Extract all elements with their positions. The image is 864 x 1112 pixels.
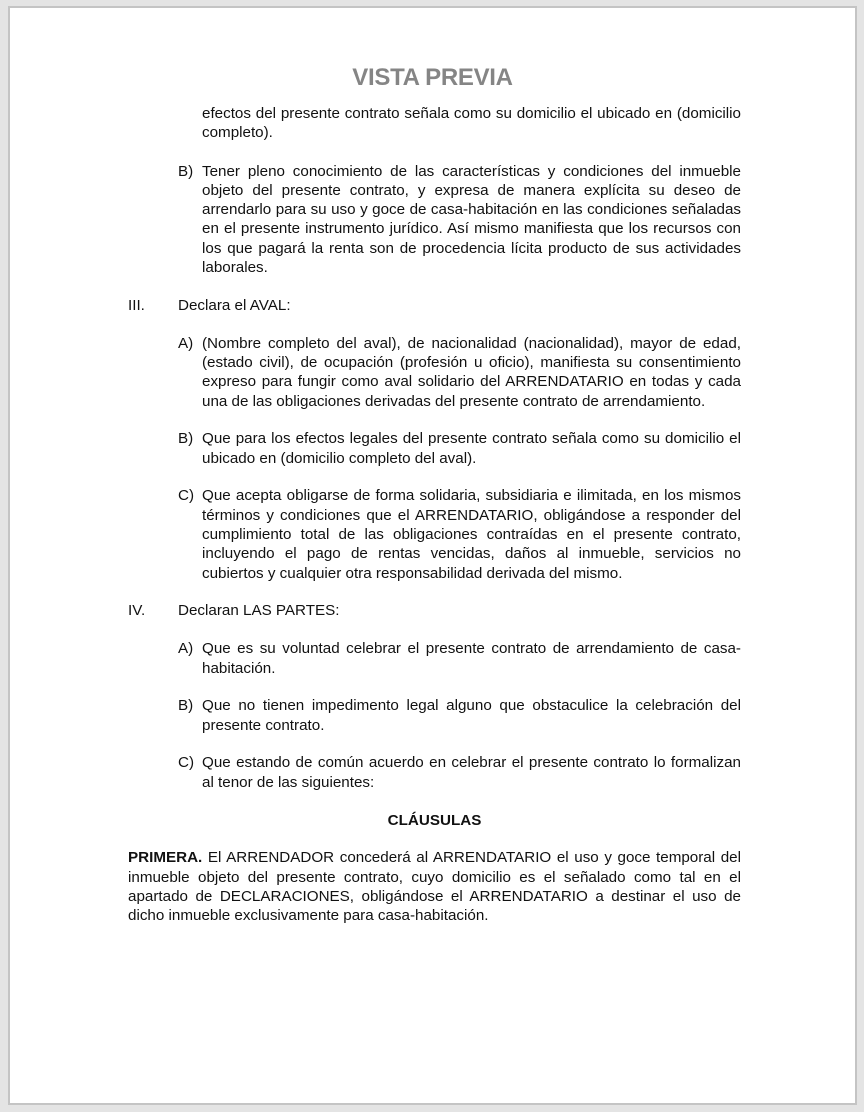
section-number: IV. [128,602,146,620]
item-text: Que es su voluntad celebrar el presente contrato de arrendamiento de casa-habitación. [202,640,741,677]
item-text: Que acepta obligarse de forma solidaria, subsidiaria e ilimitada, en los mismos términos y condiciones que el ARRENDATARIO, obligándose a responder del cumplimiento total de las obligaciones contraídas en el presente contrato, incluyendo el pago de rentas vencidas, daños al inmueble, servicios no cubiertos y cualquier otra responsabilidad derivada del mismo. [202,487,741,582]
clause-text: El ARRENDADOR concederá al ARRENDATARIO el uso y goce temporal del inmueble objeto del presente contrato, cuyo domicilio es el señalado como tal en el apartado de DECLARACIONES, obligándose el ARRENDATARIO a destinar el uso de dicho inmueble exclusivamente para casa-habitación. [128,849,741,925]
item-letter: B) [178,697,194,715]
clauses-heading: CLÁUSULAS [387,811,482,829]
item-letter: A) [178,334,194,352]
aval-item-a [128,334,741,411]
section-aval-heading [128,296,741,315]
section-title: Declara el AVAL: [178,296,291,314]
item-text: Que para los efectos legales del presente contrato señala como su domicilio el ubicado en (domicilio completo del aval). [202,430,741,467]
item-text: (Nombre completo del aval), de nacionalidad (nacionalidad), mayor de edad, (estado civil), de ocupación (profesión u oficio), manifiesta su consentimiento expreso para fungir como aval solidario del ARRENDATARIO en todas y cada una de las obligaciones derivadas del presente contrato de arrendamiento. [202,334,741,410]
partes-item-c [128,753,741,792]
item-text: Que no tienen impedimento legal alguno que obstaculice la celebración del presente contrato. [202,697,741,734]
document-page [8,6,857,1105]
document-body [128,104,741,926]
item-letter: A) [178,640,194,658]
continuation-paragraph: efectos del presente contrato señala como su domicilio el ubicado en (domicilio completo). [202,105,741,142]
preview-watermark: VISTA PREVIA [352,64,513,91]
item-text: Que estando de común acuerdo en celebrar el presente contrato lo formalizan al tenor de las siguientes: [202,754,741,791]
section-partes-heading [128,601,741,620]
item-letter: C) [178,487,195,505]
item-letter: B) [178,430,194,448]
item-letter: C) [178,754,195,772]
partes-item-a [128,639,741,678]
aval-item-c [128,486,741,582]
clause-label: PRIMERA. [128,849,203,867]
clause-primera [128,848,741,925]
arrendatario-item-b [128,162,741,278]
aval-item-b [128,429,741,468]
partes-item-b [128,696,741,735]
section-number: III. [128,296,145,314]
item-letter: B) [178,162,194,180]
section-title: Declaran LAS PARTES: [178,602,340,620]
item-text: Tener pleno conocimiento de las características y condiciones del inmueble objeto del presente contrato, y expresa de manera explícita su deseo de arrendarlo para su uso y goce de casa-habitación en las condiciones señaladas en el presente instrumento jurídico. Así mismo manifiesta que los recursos con los que pagará la renta son de procedencia lícita producto de sus actividades laborales. [202,162,741,277]
